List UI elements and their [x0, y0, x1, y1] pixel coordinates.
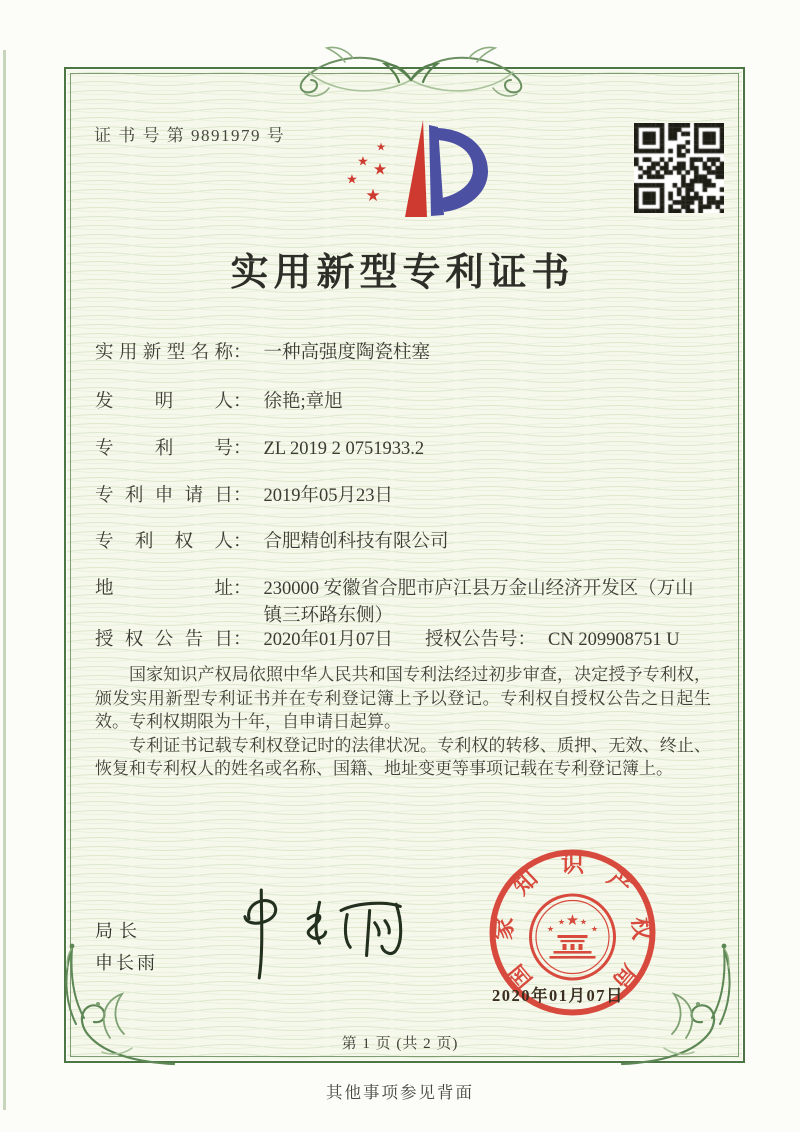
legal-paragraph-1: 国家知识产权局依照中华人民共和国专利法经过初步审查，决定授予专利权，颁发实用新型专利证书并在专利登记簿上予以登记。专利权自授权公告之日起生效。专利权期限为十年，自申请日起算。: [95, 665, 711, 731]
certificate-title: 实用新型专利证书: [230, 252, 575, 294]
top-flourish-ornament-icon: [289, 38, 533, 102]
seal-char: 知: [508, 865, 544, 901]
svg-text:★: ★: [579, 917, 588, 927]
seal-char: 局: [607, 959, 642, 994]
field-row-grant-publication: 授权公告日： 2020年01月07日 授权公告号： CN 209908751 U: [95, 627, 715, 654]
svg-text:★: ★: [346, 172, 358, 188]
svg-text:★: ★: [590, 924, 599, 934]
handwritten-signature-icon: [220, 888, 415, 980]
field-value: 一种高强度陶瓷柱塞: [263, 343, 431, 363]
certificate-number: 证 书 号 第 9891979 号: [94, 126, 286, 145]
legal-text-block: [95, 663, 711, 781]
field-value: 合肥精创科技有限公司: [263, 532, 449, 552]
seal-char: 权: [626, 916, 655, 941]
field-label: 专利权人: [95, 532, 233, 552]
svg-text:★: ★: [557, 917, 566, 927]
field-row-inventor: 发明人： 徐艳;章旭: [95, 389, 715, 416]
svg-text:★: ★: [357, 154, 369, 170]
field-label: 专利号: [95, 439, 233, 459]
field-pair-grant-number: 授权公告号： CN 209908751 U: [425, 627, 680, 654]
field-row-address: 地址： 230000 安徽省合肥市庐江县万金山经济开发区（万山镇三环路东侧）: [95, 576, 715, 630]
field-value: 230000 安徽省合肥市庐江县万金山经济开发区（万山镇三环路东侧）: [263, 579, 694, 626]
commissioner-role-label: 局长: [95, 921, 143, 941]
qr-code: [634, 123, 724, 213]
seal-char: 产: [601, 865, 637, 901]
commissioner-name: 申长雨: [95, 953, 158, 973]
field-row-patentee: 专利权人： 合肥精创科技有限公司: [95, 529, 715, 556]
seal-char: 家: [490, 916, 519, 941]
seal-date: 2020年01月07日: [492, 986, 624, 1005]
seal-char: 识: [561, 851, 584, 878]
field-value: CN 209908751 U: [548, 630, 680, 650]
field-label: 发明人: [95, 392, 233, 412]
cnipa-logo-icon: [345, 116, 495, 221]
field-value: 2019年05月23日: [263, 486, 394, 506]
scan-edge-artifact: [3, 50, 6, 1110]
page-number: 第 1 页 (共 2 页): [341, 1036, 459, 1052]
seal-char: 国: [503, 959, 538, 994]
field-row-application-date: 专利申请日： 2019年05月23日: [95, 483, 715, 510]
national-emblem-icon: [547, 911, 598, 959]
field-value: 徐艳;章旭: [263, 392, 343, 412]
svg-text:★: ★: [372, 159, 388, 179]
svg-text:★: ★: [376, 140, 386, 154]
field-value: ZL 2019 2 0751933.2: [263, 439, 425, 459]
field-label: 授权公告日: [95, 630, 233, 650]
field-row-utility-model-name: 实用新型名称： 一种高强度陶瓷柱塞: [95, 340, 715, 367]
field-label: 地址: [95, 579, 233, 599]
back-side-note: 其他事项参见背面: [326, 1083, 474, 1102]
svg-text:★: ★: [546, 924, 555, 934]
legal-paragraph-2: 专利证书记载专利权登记时的法律状况。专利权的转移、质押、无效、终止、恢复和专利权人的姓名或名称、国籍、地址变更等事项记载在专利登记簿上。: [95, 735, 711, 778]
svg-text:★: ★: [565, 911, 580, 929]
field-label: 授权公告号: [425, 630, 518, 650]
field-label: 专利申请日: [95, 486, 233, 506]
field-row-patent-number: 专利号： ZL 2019 2 0751933.2: [95, 436, 715, 463]
svg-text:★: ★: [365, 186, 381, 206]
field-label: 实用新型名称: [95, 343, 233, 363]
field-value: 2020年01月07日: [263, 630, 394, 650]
